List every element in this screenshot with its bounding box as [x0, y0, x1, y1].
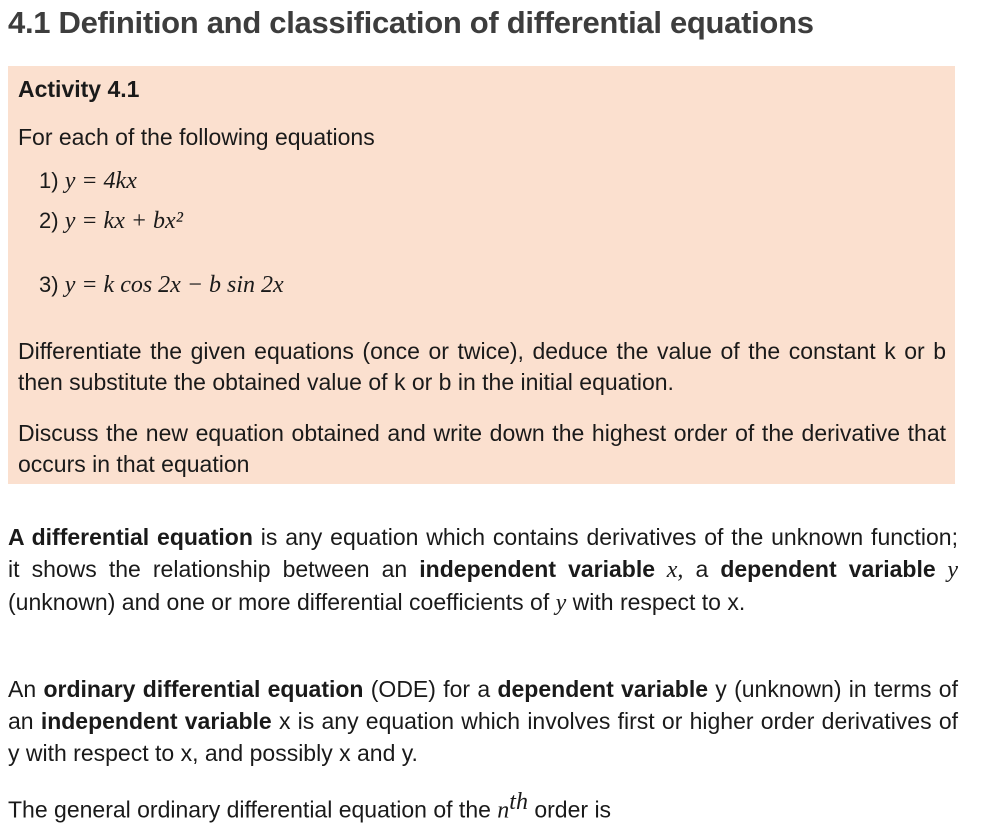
math-n: n [497, 797, 510, 824]
text-run: The general ordinary differential equation of the [8, 796, 498, 823]
activity-discussion: Discuss the new equation obtained and write down the highest order of the derivative that occurs in that equation [18, 420, 946, 477]
term-dependent-variable: dependent variable [720, 556, 936, 582]
page [8, 0, 998, 824]
text-run: (ODE) for a [363, 676, 498, 702]
equation-expression: y = 4kx [64, 168, 137, 194]
term-ode: ordinary differential equation [43, 676, 364, 702]
text-run: with respect to x. [566, 589, 746, 615]
ode-paragraph [8, 673, 958, 769]
math-x: x, [655, 557, 684, 583]
activity-title: Activity 4.1 [18, 76, 140, 102]
text-run: a [683, 556, 721, 582]
text-run: y (unknown) in terms of an [8, 676, 958, 734]
activity-box [8, 66, 955, 484]
term-independent-variable: independent variable [40, 708, 272, 734]
text-run: x is any equation which involves first or higher order derivatives of y with respect to x, and possibly x and y. [8, 708, 959, 766]
activity-intro: For each of the following equations [18, 124, 375, 150]
math-y: y [555, 590, 567, 616]
equation-number: 3) [39, 272, 59, 297]
equation-number: 1) [39, 168, 59, 193]
general-ode-paragraph [8, 786, 958, 827]
equation-expression: y = kx + bx² [64, 208, 183, 234]
text-run: An [8, 676, 44, 702]
equation-1 [39, 168, 137, 195]
equation-number: 2) [39, 208, 59, 233]
text-run: (unknown) and one or more differential coefficients of [8, 589, 556, 615]
math-y: y [935, 557, 958, 583]
text-run: order is [527, 796, 612, 823]
equation-2 [39, 208, 183, 235]
page-title: 4.1 Definition and classification of differential equations [8, 5, 814, 40]
equation-expression: y = k cos 2x − b sin 2x [64, 272, 284, 298]
term-differential-equation: A differential equation [8, 524, 253, 550]
activity-instruction: Differentiate the given equations (once or twice), deduce the value of the constant k or b then substitute the obtained value of k or b in the initial equation. [18, 338, 946, 395]
term-independent-variable: independent variable [419, 556, 656, 582]
equation-3 [39, 272, 284, 299]
text-run: is any equation which contains derivatives of the unknown function; it shows the relationship between an [8, 524, 958, 582]
definition-paragraph [8, 521, 958, 619]
term-dependent-variable: dependent variable [497, 676, 708, 702]
superscript-th: th [509, 789, 528, 815]
